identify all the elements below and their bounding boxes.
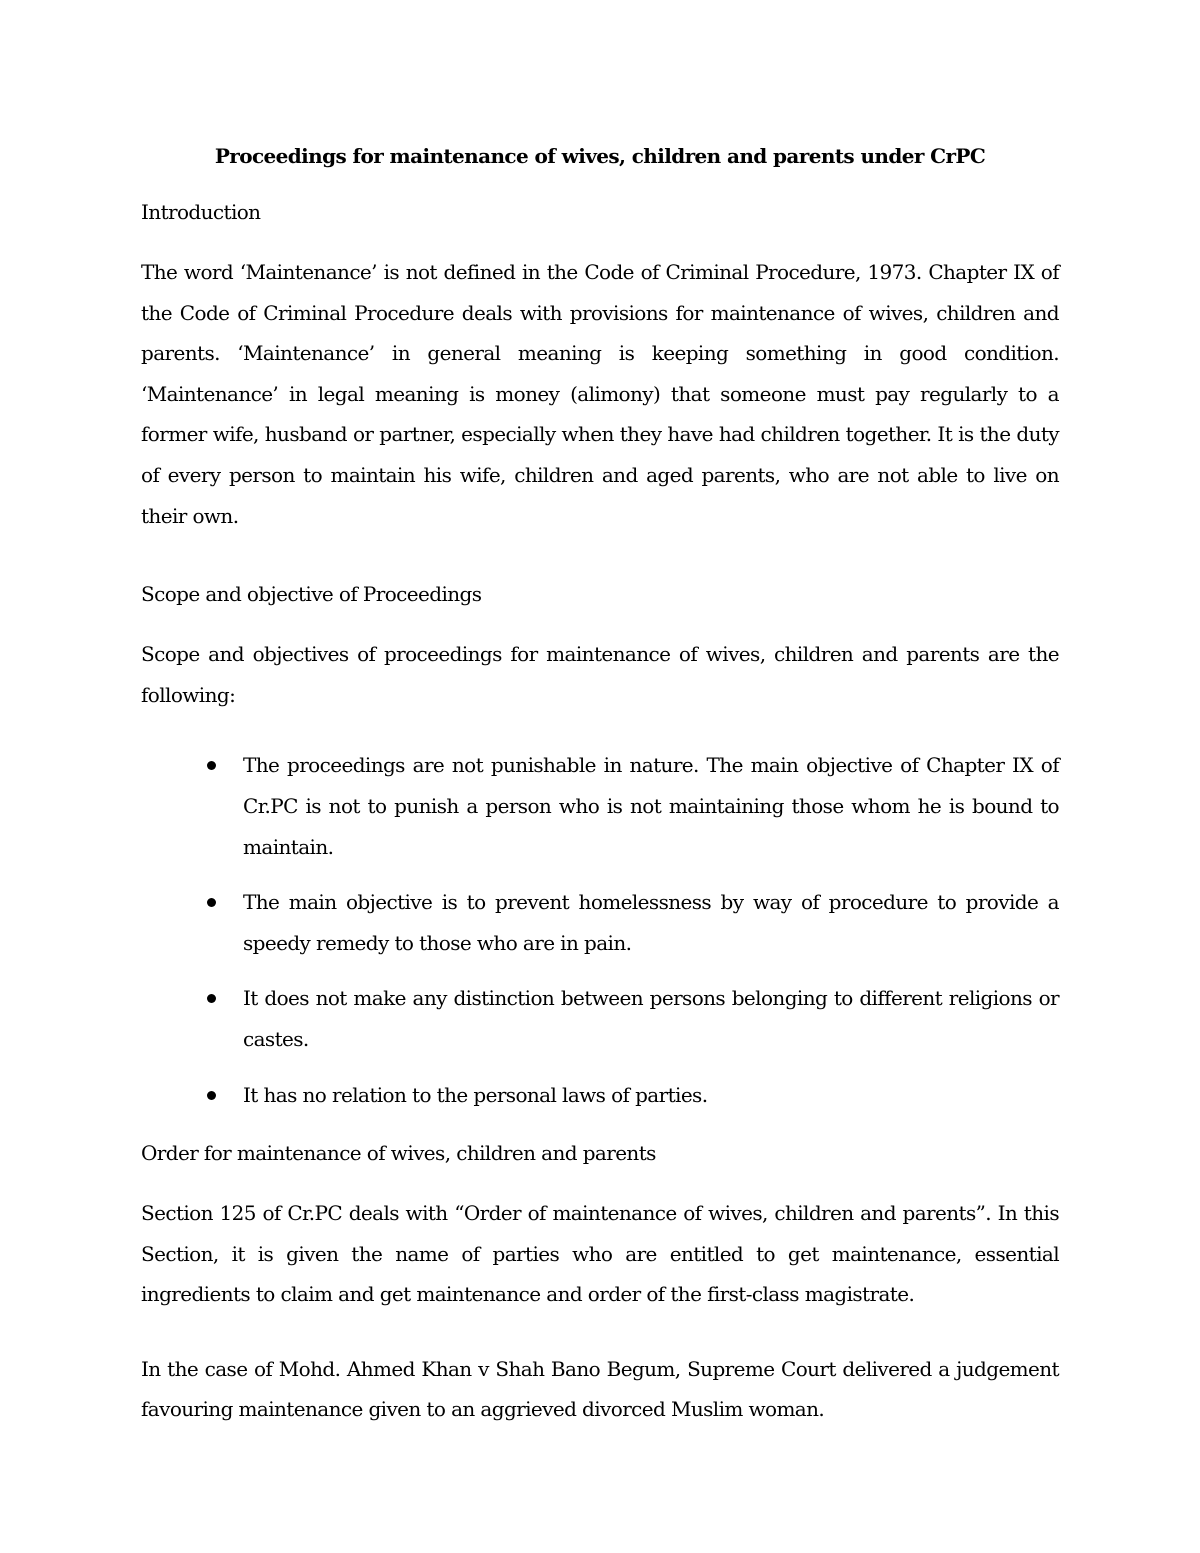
- list-item: [141, 1075, 1059, 1116]
- list-item-text: The main objective is to prevent homelessness by way of procedure to provide a speedy remedy to those who are in pain.: [243, 890, 1059, 955]
- bullet-icon: [207, 898, 216, 907]
- paragraph-case-law: In the case of Mohd. Ahmed Khan v Shah Bano Begum, Supreme Court delivered a judgement favouring maintenance given to an aggrieved divorced Muslim woman.: [141, 1356, 1059, 1422]
- section-heading-introduction: Introduction: [141, 200, 261, 224]
- document-title: Proceedings for maintenance of wives, children and parents under CrPC: [214, 144, 986, 168]
- paragraph-section-125: Section 125 of Cr.PC deals with “Order of maintenance of wives, children and parents”. In this Section, it is given the name of parties who are entitled to get maintenance, essential ingredients to claim and get maintenance and order of the first-class magistrate.: [141, 1201, 1059, 1307]
- section-heading-order: Order for maintenance of wives, children and parents: [141, 1141, 656, 1166]
- list-item-text: It does not make any distinction between persons belonging to different religions or castes.: [243, 986, 1059, 1051]
- bullet-icon: [207, 761, 216, 770]
- list-item: [141, 978, 1059, 1059]
- bullet-icon: [207, 1091, 216, 1100]
- section-heading-scope: Scope and objective of Proceedings: [141, 582, 482, 607]
- list-item-text: The proceedings are not punishable in nature. The main objective of Chapter IX of Cr.PC is not to punish a person who is not maintaining those whom he is bound to maintain.: [243, 753, 1059, 859]
- document-page: [141, 140, 1059, 1430]
- paragraph-introduction: The word ‘Maintenance’ is not defined in the Code of Criminal Procedure, 1973. Chapter IX of the Code of Criminal Procedure deals with provisions for maintenance of wives, children and parents. ‘Maintenance’ in general meaning is keeping something in good condition. ‘Maintenance’ in legal meaning is money (alimony) that someone must pay regularly to a former wife, husband or partner, especially when they have had children together. It is the duty of every person to maintain his wife, children and aged parents, who are not able to live on their own.: [141, 260, 1059, 528]
- list-item: [141, 745, 1059, 867]
- scope-bullet-list: [141, 745, 1059, 1115]
- bullet-icon: [207, 994, 216, 1003]
- list-item: [141, 882, 1059, 963]
- paragraph-scope: Scope and objectives of proceedings for maintenance of wives, children and parents are the following:: [141, 642, 1059, 707]
- list-item-text: It has no relation to the personal laws of parties.: [243, 1082, 708, 1107]
